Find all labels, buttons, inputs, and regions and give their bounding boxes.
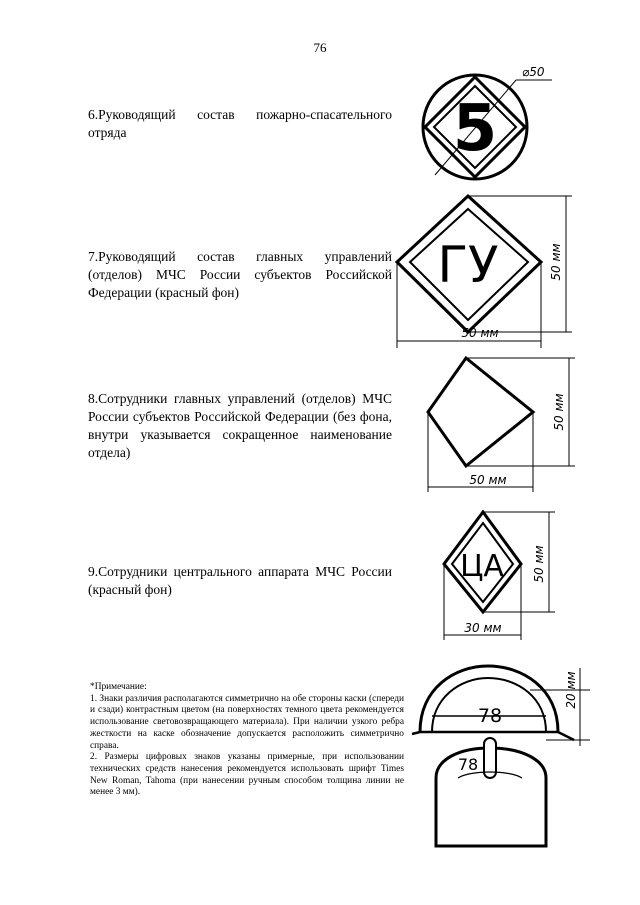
sign-7-height-label: 50 мм xyxy=(549,243,563,281)
sign-6-figure xyxy=(423,65,552,179)
sign-7-figure xyxy=(397,196,572,348)
note-title: *Примечание: xyxy=(90,682,147,692)
sign-8-height-label: 50 мм xyxy=(552,393,566,431)
sign-6-digit: 5 xyxy=(452,92,498,166)
item-9-text: 9.Сотрудники центрального аппарата МЧС России (красный фон) xyxy=(88,564,392,597)
item-6-text: 6.Руководящий состав пожарно-спасательного отряда xyxy=(88,107,392,140)
sign-9-figure xyxy=(444,512,555,640)
item-7-text: 7.Руководящий состав главных управлений (отделов) МЧС России субъектов Российской Федерации (красный фон) xyxy=(88,249,392,300)
sign-6-diameter-label: ⌀50 xyxy=(522,65,545,79)
helmet-side-height-label: 20 мм xyxy=(564,671,578,709)
page-number: 76 xyxy=(313,40,327,55)
note-block xyxy=(90,682,404,799)
sign-9-height-label: 50 мм xyxy=(532,545,546,583)
sign-9-width-label: 30 мм xyxy=(464,621,502,635)
helmet-side-number: 78 xyxy=(477,705,503,727)
sign-8-figure xyxy=(428,358,575,492)
note-paragraph-2: 2. Размеры цифровых знаков указаны примерные, при использовании технических средств нанесения рекомендуется использовать шрифт Times New Roman, Tahoma (при нанесении ручным способом толщина линии не менее 3 мм). xyxy=(90,752,404,798)
sign-9-letters: ЦА xyxy=(460,549,504,584)
sign-8-width-label: 50 мм xyxy=(469,473,507,487)
note-paragraph-1: 1. Знаки различия располагаются симметрично на обе стороны каски (спереди и сзади) контрастным цветом (на поверхностях темного цвета рекомендуется использование световозвращающего материала). При наличии узкого ребра жесткости на каске обозначение допускается расположить симметрично справа. xyxy=(90,693,404,751)
helmet-front-number: 78 xyxy=(457,755,479,774)
item-8-text: 8.Сотрудники главных управлений (отделов) МЧС России субъектов Российской Федерации (без фона, внутри указывается сокращенное наименование отдела) xyxy=(88,391,392,460)
sign-7-width-label: 50 мм xyxy=(461,326,499,340)
helmet-side-figure xyxy=(412,666,590,746)
helmet-front-figure xyxy=(436,738,546,846)
sign-7-letters: ГУ xyxy=(437,236,499,294)
